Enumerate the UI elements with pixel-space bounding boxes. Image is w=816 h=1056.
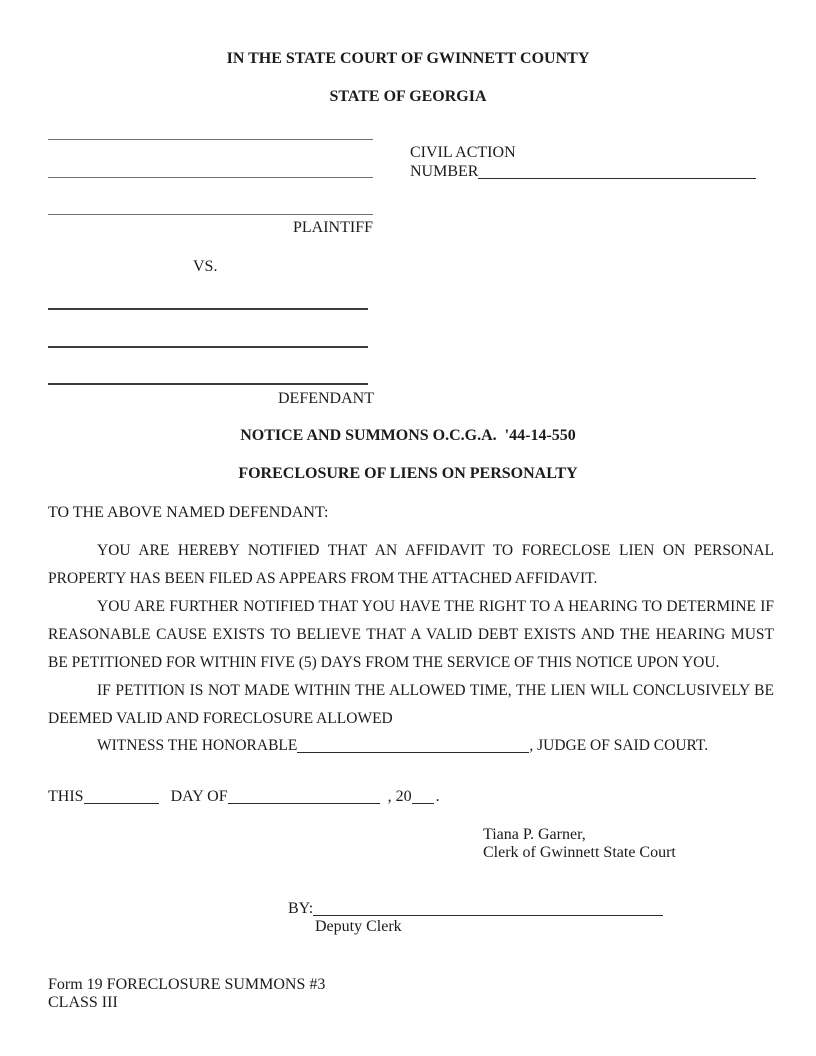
court-title: IN THE STATE COURT OF GWINNETT COUNTY	[226, 50, 590, 67]
vs-label: VS.	[193, 258, 218, 275]
clerk-name: Tiana P. Garner,	[483, 826, 586, 843]
case-number-line	[410, 163, 760, 182]
footer-class: CLASS III	[48, 994, 118, 1011]
paragraph-1: YOU ARE HEREBY NOTIFIED THAT AN AFFIDAVIT TO FORECLOSE LIEN ON PERSONAL PROPERTY HAS BEEN FILED AS APPEARS FROM THE ATTACHED AFFIDAVIT.	[48, 542, 774, 587]
paragraph-2: YOU ARE FURTHER NOTIFIED THAT YOU HAVE THE RIGHT TO A HEARING TO DETERMINE IF REASONABLE CAUSE EXISTS TO BELIEVE THAT A VALID DEBT EXISTS AND THE HEARING MUST BE PETITIONED FOR WITHIN FIVE (5) DAYS FROM THE SERVICE OF THIS NOTICE UPON YOU.	[48, 598, 774, 671]
witness-suffix: , JUDGE OF SAID COURT.	[529, 737, 709, 754]
defendant-name-line-3	[48, 383, 368, 385]
day-number-blank	[84, 801, 159, 804]
salutation: TO THE ABOVE NAMED DEFENDANT:	[48, 504, 329, 521]
plaintiff-name-line-3	[48, 214, 373, 215]
number-label: NUMBER	[410, 162, 479, 180]
defendant-name-line-1	[48, 308, 368, 310]
form-footer	[48, 976, 325, 1012]
paragraph-3: IF PETITION IS NOT MADE WITHIN THE ALLOWED TIME, THE LIEN WILL CONCLUSIVELY BE DEEMED VALID AND FORECLOSURE ALLOWED	[48, 682, 774, 727]
defendant-name-line-2	[48, 346, 368, 348]
civil-action-block	[410, 144, 760, 181]
date-line	[48, 783, 440, 811]
defendant-label: DEFENDANT	[278, 390, 374, 407]
clerk-title: Clerk of Gwinnett State Court	[483, 844, 676, 861]
plaintiff-name-line-2	[48, 177, 373, 178]
by-line	[288, 900, 663, 918]
year-prefix: , 20	[387, 788, 412, 805]
footer-form-number: Form 19 FORECLOSURE SUMMONS #3	[48, 976, 326, 993]
case-number-blank	[478, 176, 756, 179]
day-of-label: DAY OF	[170, 788, 228, 805]
plaintiff-label: PLAINTIFF	[293, 219, 374, 236]
notice-title: NOTICE AND SUMMONS O.C.G.A. '44-14-550	[240, 427, 576, 444]
by-label: BY:	[288, 900, 314, 917]
judge-name-blank	[297, 750, 529, 753]
year-blank	[412, 801, 434, 804]
date-period: .	[435, 788, 440, 805]
state-title: STATE OF GEORGIA	[329, 88, 487, 105]
this-label: THIS	[48, 788, 84, 805]
civil-action-label: CIVIL ACTION	[410, 144, 516, 161]
foreclosure-title: FORECLOSURE OF LIENS ON PERSONALTY	[238, 465, 578, 482]
clerk-block	[483, 826, 676, 862]
witness-prefix: WITNESS THE HONORABLE	[97, 737, 298, 754]
witness-line	[48, 732, 774, 760]
deputy-clerk-label: Deputy Clerk	[315, 918, 402, 935]
month-blank	[228, 801, 380, 804]
deputy-signature-blank	[313, 913, 663, 916]
plaintiff-name-line-1	[48, 139, 373, 140]
